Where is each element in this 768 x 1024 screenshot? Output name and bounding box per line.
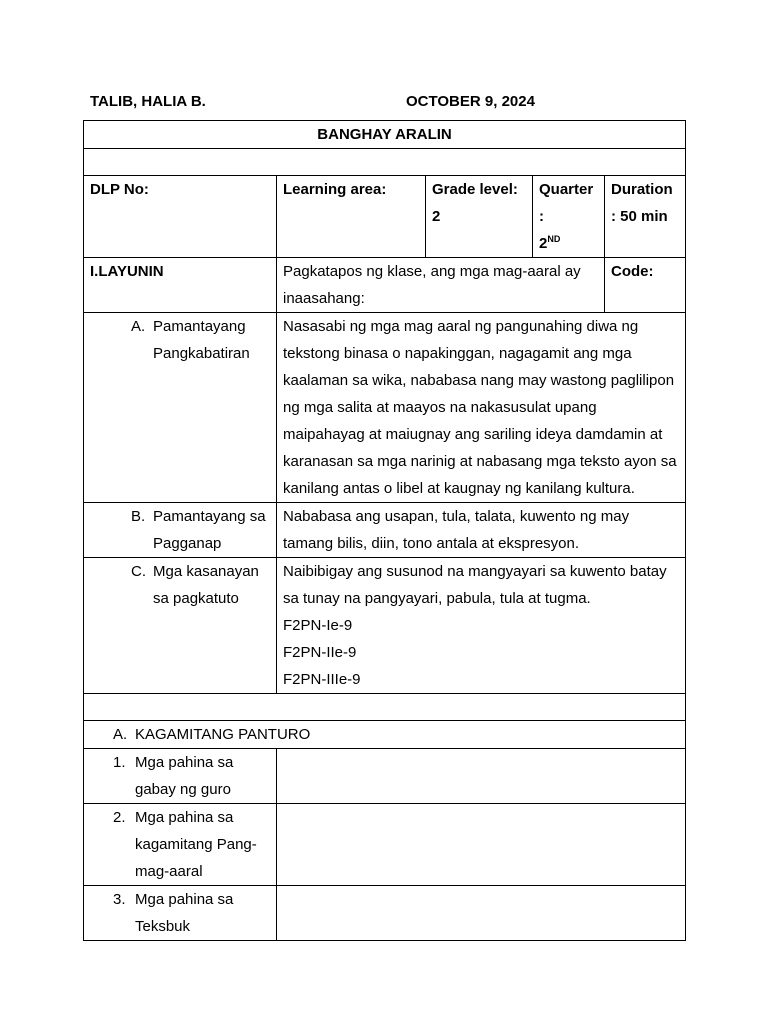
grade-level-cell (426, 176, 533, 258)
grade-level-value: 2 (432, 208, 441, 225)
material-item-3-label: Mga pahina sa Teksbuk (135, 891, 234, 935)
material-item-3 (113, 886, 270, 940)
quarter-cell (533, 176, 605, 258)
dlp-number-cell: DLP No: (84, 176, 277, 258)
material-item-1-cell (84, 749, 277, 804)
objective-b-title: Pamantayang sa Pagganap (153, 508, 266, 552)
teacher-name: TALIB, HALIA B. (90, 93, 206, 110)
competency-code: F2PN-Ie-9 (283, 617, 353, 634)
quarter-value: 2 (539, 235, 548, 252)
objective-a-title: Pamantayang Pangkabatiran (153, 318, 250, 362)
objective-c-label-cell (84, 558, 277, 694)
blank-row (84, 694, 686, 721)
material-item-2-label: Mga pahina sa kagamitang Pang-mag-aaral (135, 809, 257, 880)
layunin-text: Pagkatapos ng klase, ang mga mag-aaral ay inaasahang: (277, 258, 605, 313)
material-item-1 (113, 749, 270, 803)
plan-title: BANGHAY ARALIN (84, 121, 686, 149)
quarter-superscript: ND (547, 234, 561, 244)
kagamitan-heading (113, 721, 679, 748)
objective-b-label-cell (84, 503, 277, 558)
quarter-label: Quarter (539, 181, 594, 198)
material-item-3-value (277, 886, 686, 941)
material-item-1-label: Mga pahina sa gabay ng guro (135, 754, 234, 798)
layunin-label: I.LAYUNIN (84, 258, 277, 313)
objective-c-text: Naibibigay ang susunod na mangyayari sa kuwento batay sa tunay na pangyayari, pabula, tula at tugma. (283, 563, 667, 607)
competency-code: F2PN-IIIe-9 (283, 671, 361, 688)
kagamitan-title: KAGAMITANG PANTURO (135, 726, 311, 743)
objective-b-letter: B. (131, 508, 146, 525)
competency-code: F2PN-IIe-9 (283, 644, 357, 661)
lesson-plan-table (83, 120, 686, 941)
objective-a-text: Nasasabi ng mga mag aaral ng pangunahing diwa ng tekstong binasa o napakinggan, nagagamit ang mga kaalaman sa wika, nababasa nang may wastong paglilipon ng mga salita at maayos na nakasusulat upang maipahayag at maiugnay ang sariling ideya damdamin at karanasan sa mga narinig at nabasang mga teksto ayon sa kanilang antas o libel at kaugnay ng kanilang kultura. (277, 313, 686, 503)
lesson-date: OCTOBER 9, 2024 (406, 93, 535, 110)
objective-a-label (131, 313, 270, 367)
material-item-2-value (277, 804, 686, 886)
material-item-2-cell (84, 804, 277, 886)
duration-label: Duration (611, 181, 673, 198)
objective-a-letter: A. (131, 318, 146, 335)
grade-level-label: Grade level: (432, 181, 518, 198)
objective-c-letter: C. (131, 563, 146, 580)
objective-b-label (131, 503, 270, 557)
blank-row (84, 149, 686, 176)
material-item-2-number: 2. (113, 809, 126, 826)
material-item-2 (113, 804, 270, 885)
material-item-3-cell (84, 886, 277, 941)
document-header (90, 93, 690, 113)
kagamitan-heading-cell (84, 721, 686, 749)
objective-c-title: Mga kasanayan sa pagkatuto (153, 563, 259, 607)
code-cell: Code: (605, 258, 686, 313)
objective-c-cell (277, 558, 686, 694)
objective-c-label (131, 558, 270, 612)
kagamitan-letter: A. (113, 726, 128, 743)
duration-value: : 50 min (611, 208, 668, 225)
material-item-1-number: 1. (113, 754, 126, 771)
material-item-3-number: 3. (113, 891, 126, 908)
duration-cell (605, 176, 686, 258)
learning-area-cell: Learning area: (277, 176, 426, 258)
quarter-colon: : (539, 208, 544, 225)
quarter-value-line (539, 230, 598, 257)
objective-a-label-cell (84, 313, 277, 503)
objective-b-text: Nababasa ang usapan, tula, talata, kuwento ng may tamang bilis, diin, tono antala at ekspresyon. (277, 503, 686, 558)
material-item-1-value (277, 749, 686, 804)
